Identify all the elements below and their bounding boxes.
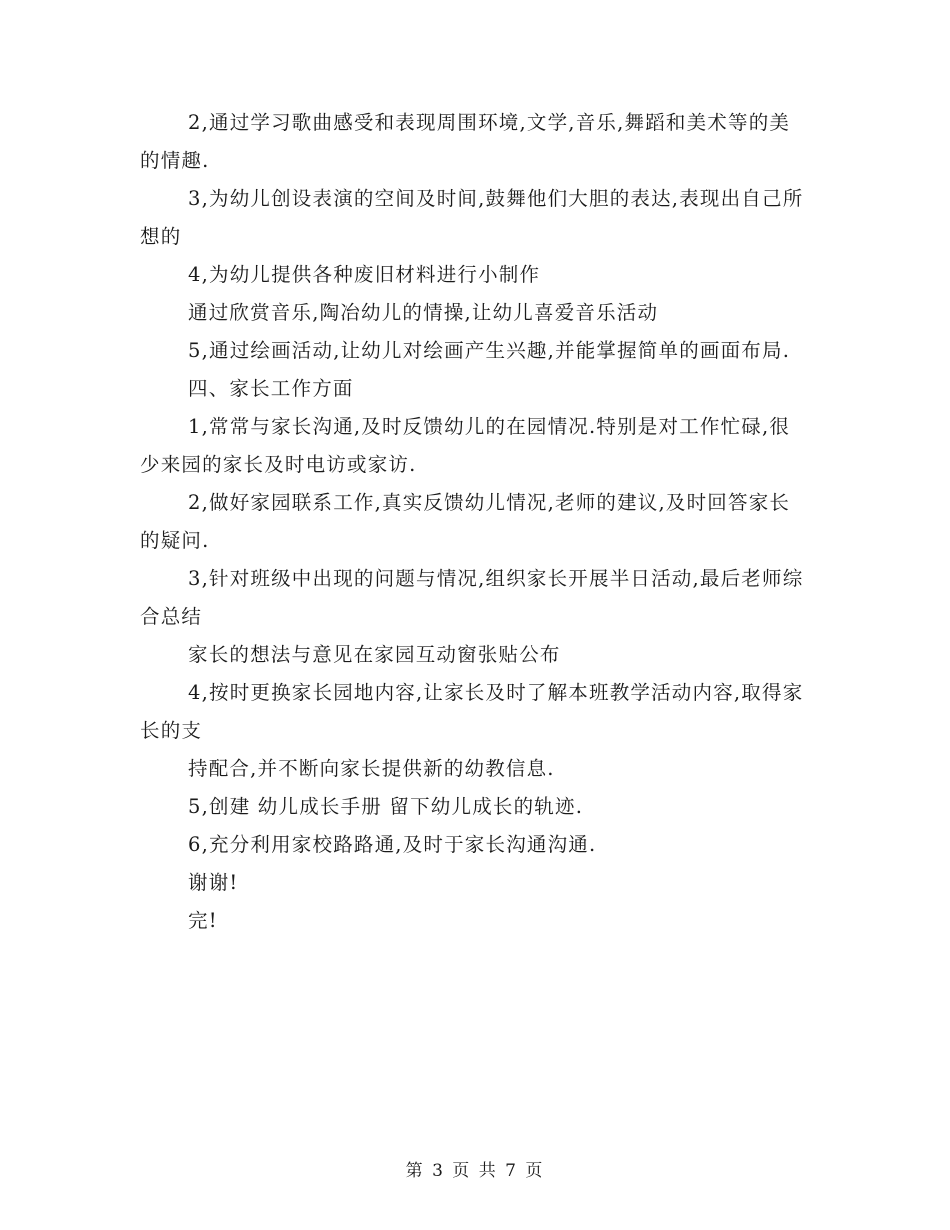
- paragraph: 家长的想法与意见在家园互动窗张贴公布: [188, 643, 561, 666]
- paragraph: 4,按时更换家长园地内容,让家长及时了解本班教学活动内容,取得家长的支: [140, 681, 804, 742]
- paragraph: 6,充分利用家校路路通,及时于家长沟通沟通.: [188, 833, 597, 856]
- paragraph: 3,针对班级中出现的问题与情况,组织家长开展半日活动,最后老师综合总结: [140, 567, 804, 628]
- page-number: 第 3 页 共 7 页: [405, 1161, 545, 1181]
- paragraph: 持配合,并不断向家长提供新的幼教信息.: [188, 757, 555, 780]
- paragraph: 2,通过学习歌曲感受和表现周围环境,文学,音乐,舞蹈和美术等的美的情趣.: [140, 111, 791, 172]
- paragraph: 1,常常与家长沟通,及时反馈幼儿的在园情况.特别是对工作忙碌,很少来园的家长及时电访或家访.: [140, 415, 791, 476]
- closing-line: 谢谢!: [188, 871, 239, 894]
- paragraph: 4,为幼儿提供各种废旧材料进行小制作: [188, 263, 541, 286]
- document-body: [140, 104, 810, 940]
- paragraph: 通过欣赏音乐,陶冶幼儿的情操,让幼儿喜爱音乐活动: [188, 301, 659, 324]
- paragraph: 5,通过绘画活动,让幼儿对绘画产生兴趣,并能掌握简单的画面布局.: [188, 339, 791, 362]
- paragraph: 5,创建 幼儿成长手册 留下幼儿成长的轨迹.: [188, 795, 584, 818]
- paragraph: 2,做好家园联系工作,真实反馈幼儿情况,老师的建议,及时回答家长的疑问.: [140, 491, 791, 552]
- paragraph: 3,为幼儿创设表演的空间及时间,鼓舞他们大胆的表达,表现出自己所想的: [140, 187, 804, 248]
- section-heading: 四、家长工作方面: [188, 377, 354, 400]
- closing-line: 完!: [188, 909, 218, 932]
